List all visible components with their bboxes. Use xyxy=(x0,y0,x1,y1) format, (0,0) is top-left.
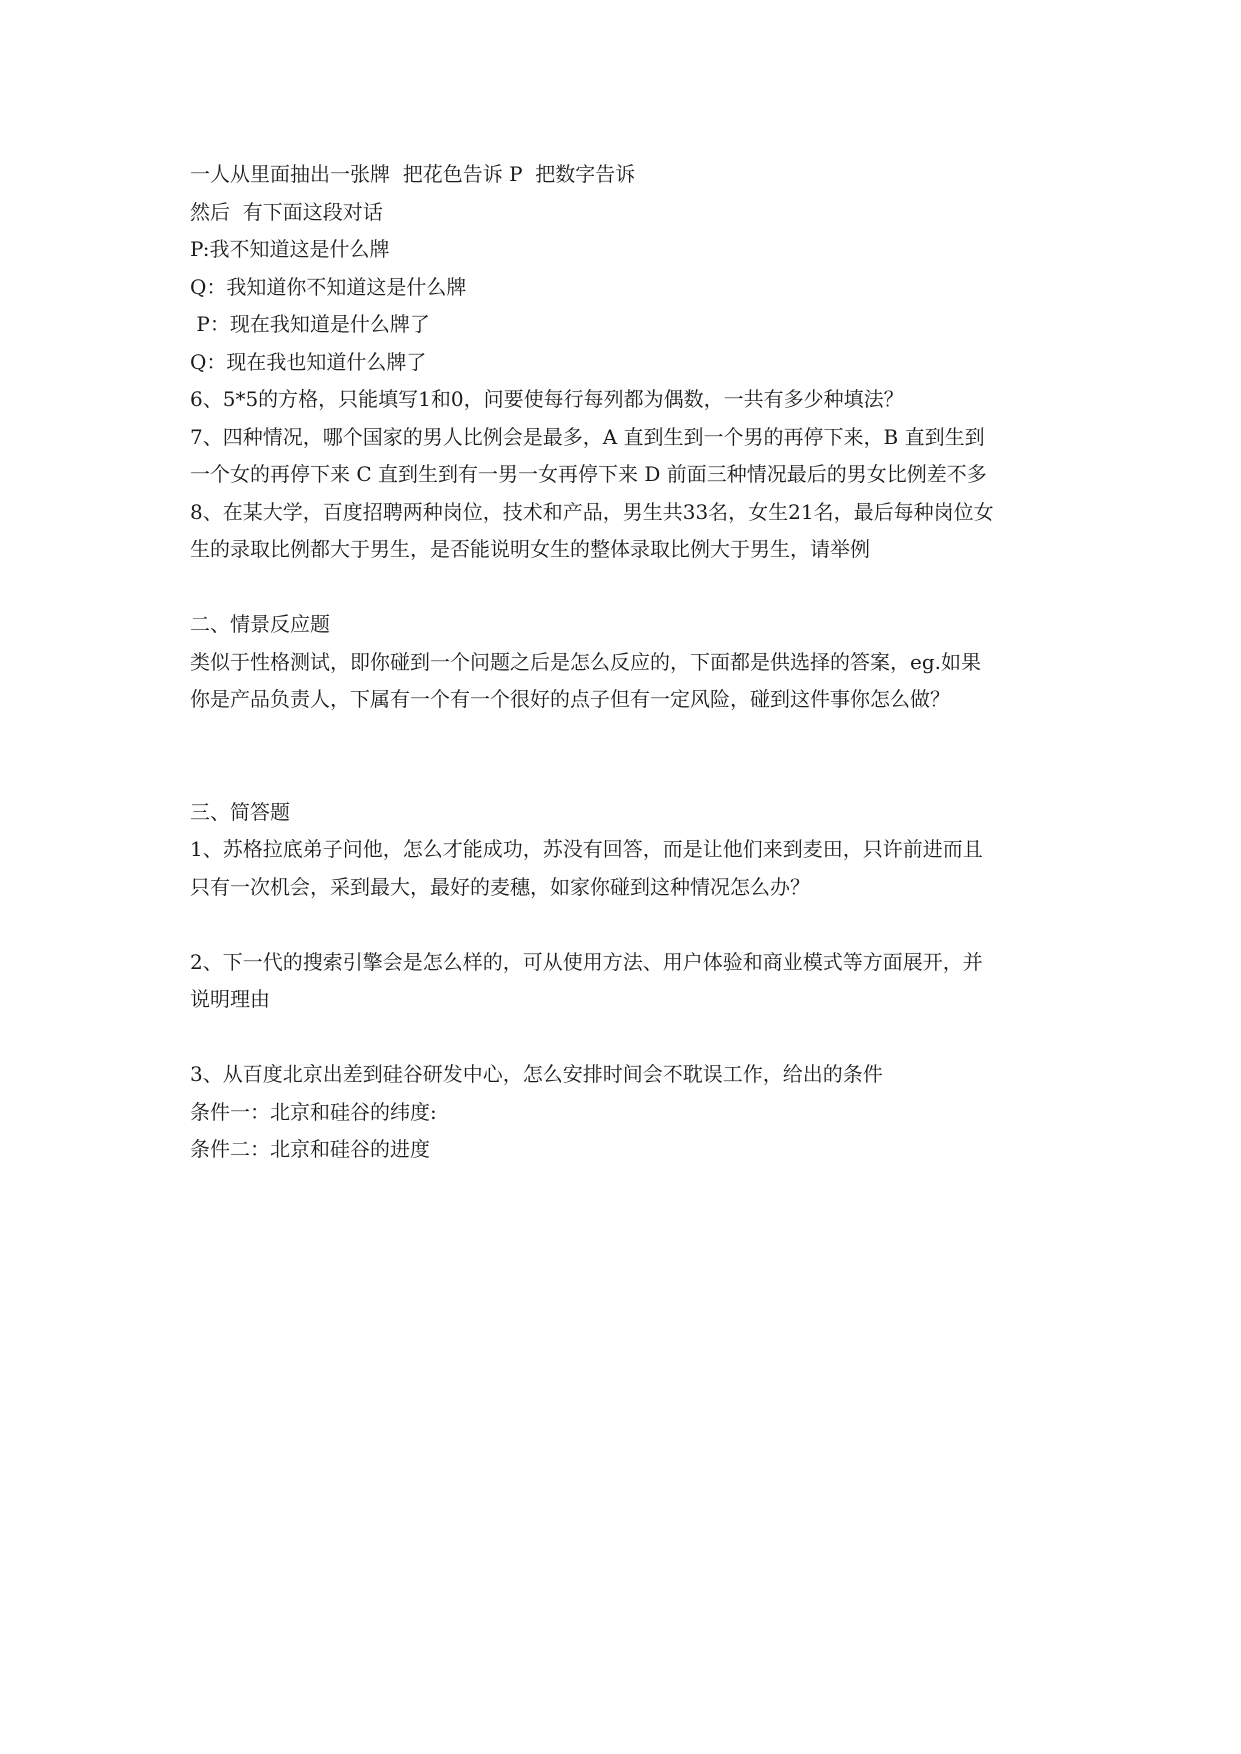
section-3-title: 三、简答题 xyxy=(190,799,290,824)
document-body xyxy=(190,156,1060,1169)
answer-3-condition-2: 条件二：北京和硅谷的进度 xyxy=(190,1137,430,1161)
question-6: 6、5*5的方格，只能填写1和0，问要使每行每列都为偶数，一共有多少种填法？ xyxy=(190,387,904,411)
spacer xyxy=(190,906,1060,944)
answer-3-condition-1: 条件一：北京和硅谷的纬度: xyxy=(190,1099,437,1124)
spacer xyxy=(190,1019,1060,1057)
question-8-line-1: 8、在某大学，百度招聘两种岗位，技术和产品，男生共33名，女生21名，最后每种岗位女 xyxy=(190,499,994,524)
answer-1-line-2: 只有一次机会，采到最大，最好的麦穗，如家你碰到这种情况怎么办？ xyxy=(190,874,810,899)
section-2-title: 二、情景反应题 xyxy=(190,612,330,636)
question-7-line-2: 一个女的再停下来 C 直到生到有一男一女再停下来 D 前面三种情况最后的男女比例差不多 xyxy=(190,462,987,486)
question-7-line-1: 7、四种情况，哪个国家的男人比例会是最多，A 直到生到一个男的再停下来，B 直到生到 xyxy=(190,424,985,449)
spacer xyxy=(190,719,1060,794)
answer-1-line-1: 1、苏格拉底弟子问他，怎么才能成功，苏没有回答，而是让他们来到麦田，只许前进而且 xyxy=(190,837,983,861)
answer-2-line-2: 说明理由 xyxy=(190,987,270,1011)
question-8-line-2: 生的录取比例都大于男生，是否能说明女生的整体录取比例大于男生，请举例 xyxy=(190,537,870,561)
dialog-q-1: Q：我知道你不知道这是什么牌 xyxy=(190,274,467,299)
intro-line-2: 然后 有下面这段对话 xyxy=(190,199,383,224)
section-2-line-2: 你是产品负责人，下属有一个有一个很好的点子但有一定风险，碰到这件事你怎么做？ xyxy=(190,687,950,711)
answer-3-line-1: 3、从百度北京出差到硅谷研发中心，怎么安排时间会不耽误工作，给出的条件 xyxy=(190,1062,883,1086)
answer-2-line-1: 2、下一代的搜索引擎会是怎么样的，可从使用方法、用户体验和商业模式等方面展开，并 xyxy=(190,949,983,974)
section-2-line-1: 类似于性格测试，即你碰到一个问题之后是怎么反应的，下面都是供选择的答案，eg.如果 xyxy=(190,649,981,674)
dialog-q-2: Q：现在我也知道什么牌了 xyxy=(190,349,427,374)
intro-line-1: 一人从里面抽出一张牌 把花色告诉 P 把数字告诉 xyxy=(190,162,636,186)
dialog-p-1: P:我不知道这是什么牌 xyxy=(190,237,390,261)
spacer xyxy=(190,569,1060,607)
dialog-p-2: P：现在我知道是什么牌了 xyxy=(190,312,430,336)
